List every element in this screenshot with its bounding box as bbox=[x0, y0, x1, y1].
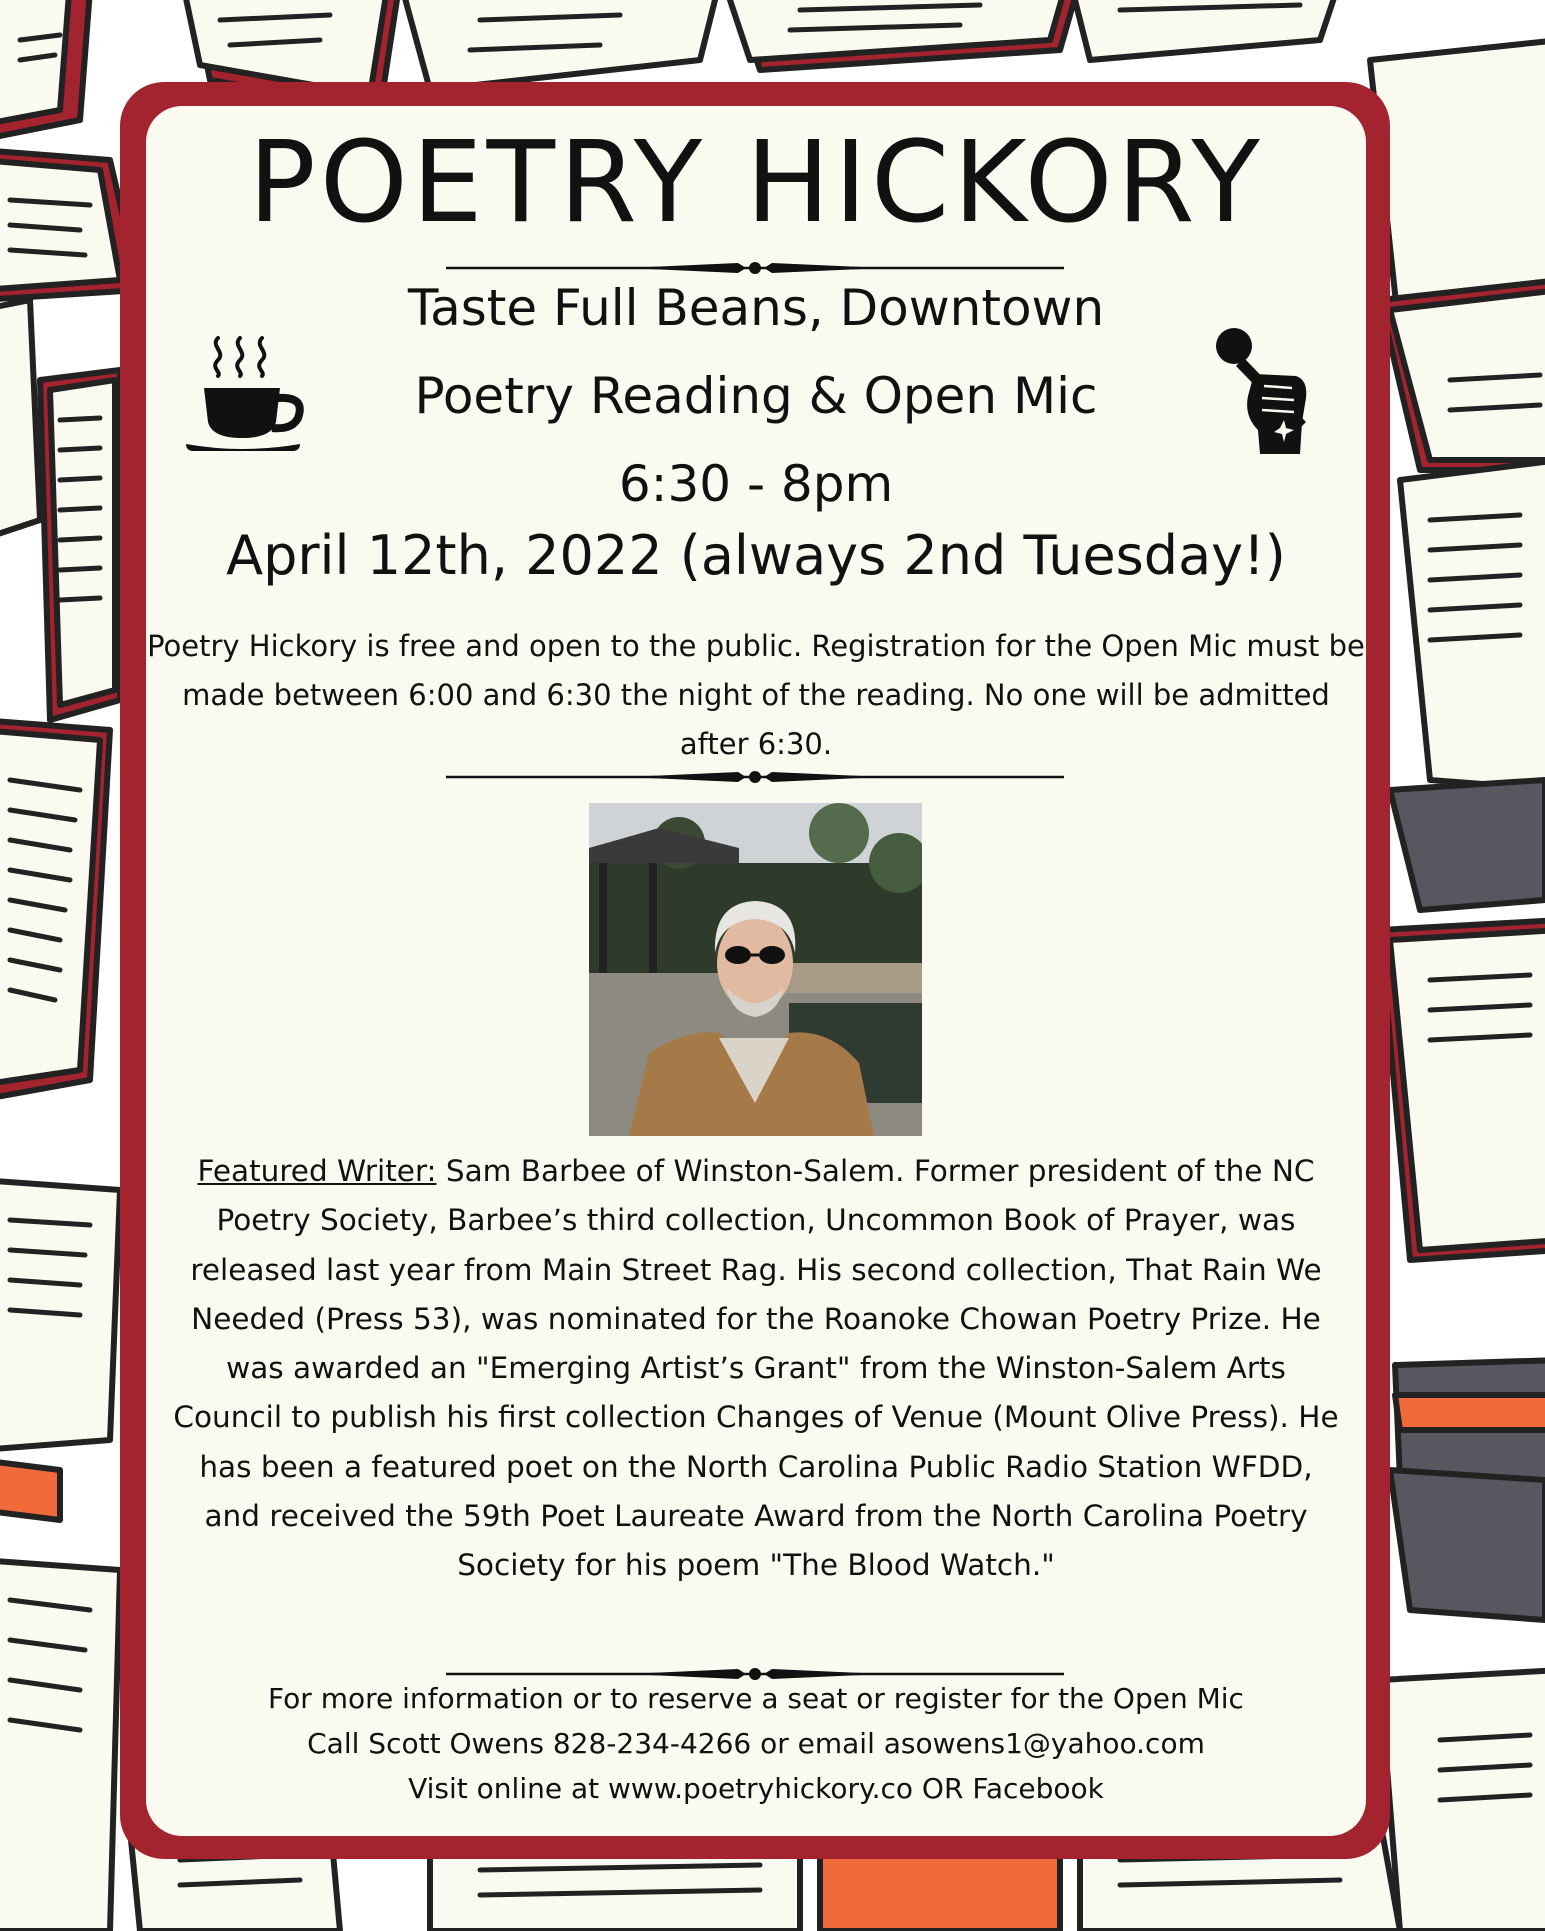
featured-writer-bio: Sam Barbee of Winston-Salem. Former president of the NC Poetry Society, Barbee’s third collection, Uncommon Book of Prayer, was released last year from Main Street Rag. His second collection, That Rain We Needed (Press 53), was nominated for the Roanoke Chowan Poetry Prize. He was awarded an "Emerging Artist’s Grant" from the Winston-Salem Arts Council to publish his first collection Changes of Venue (Mount Olive Press). He has been a featured poet on the North Carolina Public Radio Station WFDD, and received the 59th Poet Laureate Award from the North Carolina Poetry Society for his poem "The Blood Watch." bbox=[173, 1154, 1339, 1583]
intro-paragraph: Poetry Hickory is free and open to the public. Registration for the Open Mic must be made between 6:00 and 6:30 the night of the reading. No one will be admitted after 6:30. bbox=[147, 629, 1365, 761]
divider-ornament-middle bbox=[446, 765, 1064, 789]
event-text: Poetry Reading & Open Mic bbox=[414, 367, 1098, 425]
featured-writer-paragraph bbox=[170, 1147, 1342, 1591]
contact-website-line: Visit online at www.poetryhickory.co OR Facebook bbox=[408, 1772, 1104, 1805]
time-text: 6:30 - 8pm bbox=[618, 455, 894, 513]
contact-info-line: For more information or to reserve a seat or register for the Open Mic bbox=[268, 1682, 1244, 1715]
coffee-cup-icon bbox=[182, 326, 312, 456]
poster-title: POETRY HICKORY bbox=[248, 118, 1264, 248]
featured-writer-photo bbox=[589, 803, 922, 1136]
microphone-fist-icon bbox=[1210, 324, 1326, 456]
contact-block bbox=[146, 1676, 1366, 1811]
date-text: April 12th, 2022 (always 2nd Tuesday!) bbox=[226, 524, 1286, 587]
contact-phone-email-line: Call Scott Owens 828-234-4266 or email asowens1@yahoo.com bbox=[307, 1727, 1205, 1760]
featured-writer-label: Featured Writer: bbox=[197, 1154, 437, 1188]
venue-text: Taste Full Beans, Downtown bbox=[407, 279, 1105, 337]
